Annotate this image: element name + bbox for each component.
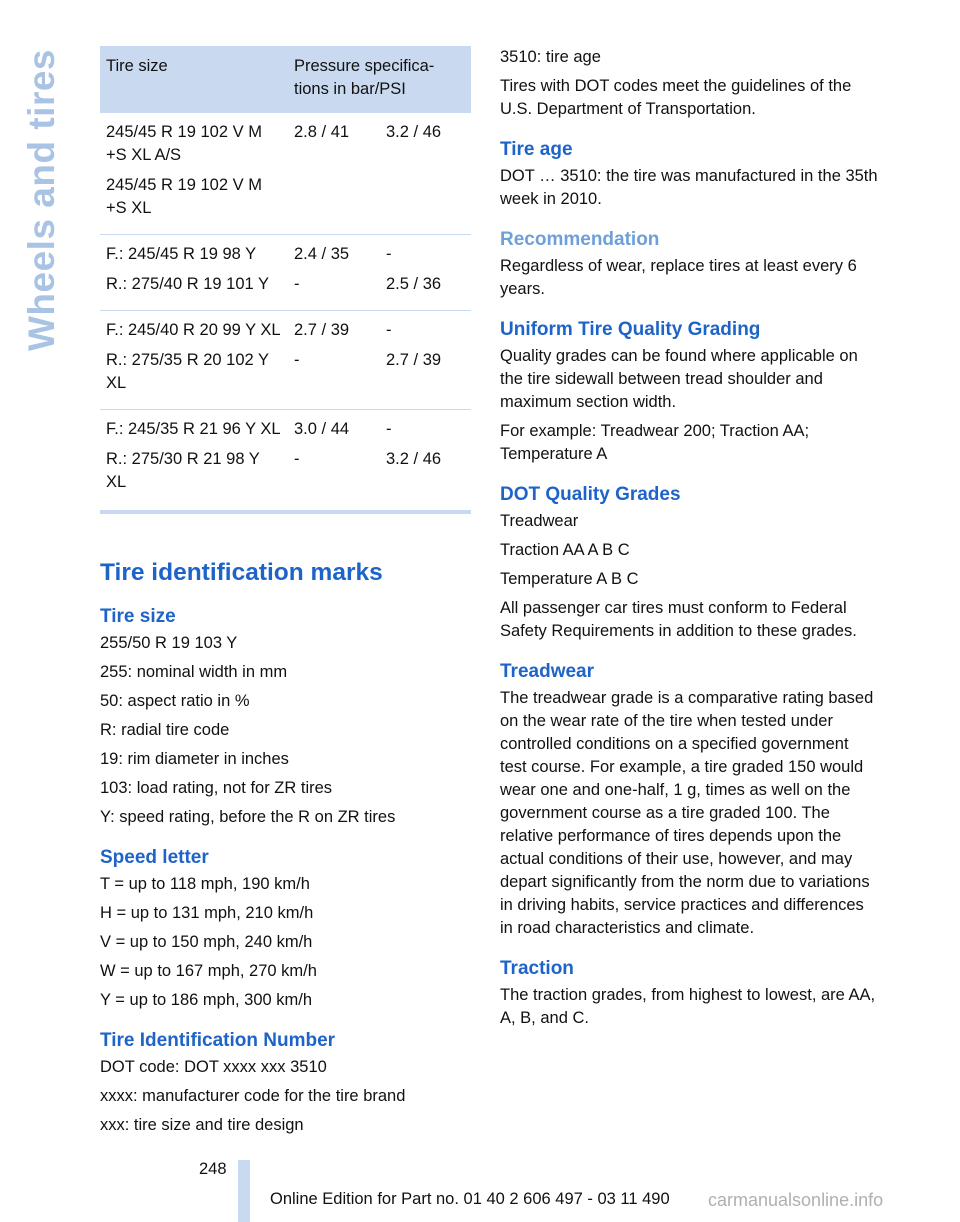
traction-section	[500, 956, 878, 1030]
subsection-heading: Traction	[500, 958, 574, 979]
body-text: Tires with DOT codes meet the guidelines of the U.S. Department of Transportation.	[500, 77, 852, 118]
table-header-row	[100, 46, 471, 113]
subsection-heading: Speed letter	[100, 847, 209, 868]
tire-size-line: R.: 275/30 R 21 98 Y XL	[106, 450, 260, 491]
body-text: T = up to 118 mph, 190 km/h	[100, 875, 310, 893]
rear-pressure-cell	[380, 410, 471, 513]
body-text: 3510: tire age	[500, 48, 601, 66]
pressure-value: 2.8 / 41	[294, 123, 350, 141]
body-text: xxx: tire size and tire design	[100, 1116, 304, 1134]
body-text: R: radial tire code	[100, 721, 230, 739]
body-text: V = up to 150 mph, 240 km/h	[100, 933, 313, 951]
pressure-value: 2.4 / 35	[294, 245, 350, 263]
front-pressure-cell	[288, 113, 380, 235]
tire-size-cell	[100, 113, 288, 235]
left-column	[100, 46, 471, 1143]
subsection-heading: DOT Quality Grades	[500, 484, 681, 505]
header-tire-size: Tire size	[100, 46, 288, 113]
body-text: Regardless of wear, replace tires at least every 6 years.	[500, 257, 857, 298]
tire-size-line: F.: 245/35 R 21 96 Y XL	[106, 420, 281, 438]
tire-size-cell	[100, 311, 288, 410]
table-row	[100, 311, 471, 410]
pressure-value: 2.7 / 39	[294, 321, 350, 339]
body-text: Treadwear	[500, 512, 579, 530]
tire-size-section	[100, 604, 471, 829]
front-pressure-cell	[288, 235, 380, 311]
subsection-heading: Recommendation	[500, 229, 660, 250]
tire-size-line: 245/45 R 19 102 V M +S XL A/S	[106, 123, 262, 164]
body-text: DOT … 3510: the tire was manufactured in the 35th week in 2010.	[500, 167, 878, 208]
body-text: The traction grades, from highest to lowest, are AA, A, B, and C.	[500, 986, 876, 1027]
tin-section	[100, 1028, 471, 1137]
body-text: For example: Treadwear 200; Traction AA; Temperature A	[500, 422, 810, 463]
body-text: Quality grades can be found where applicable on the tire sidewall between tread shoulder and maximum section width.	[500, 347, 858, 411]
treadwear-section	[500, 659, 878, 940]
front-pressure-cell	[288, 311, 380, 410]
body-text: The treadwear grade is a comparative rating based on the wear rate of the tire when tested under controlled conditions on a specified government test course. For example, a tire graded 150 would wear one and one-half, 1 g, times as well on the government course as a tire graded 100. The relative performance of tires depends upon the actual conditions of their use, however, and may depart significantly from the norm due to variations in driving habits, service practices and differences in road characteristics and climate.	[500, 689, 874, 937]
utqg-section	[500, 317, 878, 466]
rear-pressure-cell	[380, 113, 471, 235]
body-text: 50: aspect ratio in %	[100, 692, 250, 710]
rear-pressure-cell	[380, 311, 471, 410]
tire-size-line: R.: 275/40 R 19 101 Y	[106, 275, 269, 293]
body-text: 255/50 R 19 103 Y	[100, 634, 238, 652]
footer-divider	[238, 1160, 250, 1222]
intro-section	[500, 46, 878, 121]
page-number: 248	[199, 1160, 227, 1178]
subsection-heading: Tire age	[500, 139, 573, 160]
pressure-value: 3.0 / 44	[294, 420, 350, 438]
pressure-value: 2.7 / 39	[386, 351, 442, 369]
speed-letter-section	[100, 845, 471, 1012]
body-text: Temperature A B C	[500, 570, 639, 588]
tire-size-line: R.: 275/35 R 20 102 Y XL	[106, 351, 269, 392]
pressure-value: -	[386, 321, 392, 339]
header-pressure: Pressure specifica- tions in bar/PSI	[288, 46, 471, 113]
pressure-value: 3.2 / 46	[386, 123, 442, 141]
body-text: W = up to 167 mph, 270 km/h	[100, 962, 317, 980]
body-text: Y: speed rating, before the R on ZR tires	[100, 808, 396, 826]
pressure-value: 2.5 / 36	[386, 275, 442, 293]
body-text: 255: nominal width in mm	[100, 663, 288, 681]
footer-edition-text: Online Edition for Part no. 01 40 2 606 497 - 03 11 490	[270, 1190, 670, 1208]
body-text: xxxx: manufacturer code for the tire brand	[100, 1087, 406, 1105]
pressure-value: -	[386, 245, 392, 263]
front-pressure-cell	[288, 410, 380, 513]
right-column	[500, 46, 878, 1036]
subsection-heading: Tire Identification Number	[100, 1030, 336, 1051]
tire-size-cell	[100, 235, 288, 311]
tire-size-line: F.: 245/45 R 19 98 Y	[106, 245, 257, 263]
pressure-value: 3.2 / 46	[386, 450, 442, 468]
subsection-heading: Uniform Tire Quality Grading	[500, 319, 761, 340]
table-row	[100, 235, 471, 311]
pressure-value: -	[386, 420, 392, 438]
tire-pressure-table	[100, 46, 471, 514]
body-text: 19: rim diameter in inches	[100, 750, 289, 768]
table-row	[100, 410, 471, 513]
body-text: 103: load rating, not for ZR tires	[100, 779, 333, 797]
chapter-title-text: Wheels and tires	[21, 48, 62, 352]
body-text: Traction AA A B C	[500, 541, 630, 559]
pressure-value: -	[294, 351, 300, 369]
body-text: Y = up to 186 mph, 300 km/h	[100, 991, 313, 1009]
watermark: carmanualsonline.info	[708, 1190, 884, 1210]
section-heading: Tire identification marks	[100, 559, 383, 586]
body-text: DOT code: DOT xxxx xxx 3510	[100, 1058, 327, 1076]
pressure-value: -	[294, 450, 300, 468]
rear-pressure-cell	[380, 235, 471, 311]
tire-size-line: 245/45 R 19 102 V M +S XL	[106, 176, 262, 217]
table-row	[100, 113, 471, 235]
subsection-heading: Treadwear	[500, 661, 594, 682]
chapter-side-title	[21, 40, 62, 360]
body-text: All passenger car tires must conform to Federal Safety Requirements in addition to these grades.	[500, 599, 857, 640]
pressure-value: -	[294, 275, 300, 293]
tire-size-cell	[100, 410, 288, 513]
subsection-heading: Tire size	[100, 606, 176, 627]
dot-grades-section	[500, 482, 878, 643]
body-text: H = up to 131 mph, 210 km/h	[100, 904, 314, 922]
recommendation-section	[500, 227, 878, 301]
tire-age-section	[500, 137, 878, 211]
tire-size-line: F.: 245/40 R 20 99 Y XL	[106, 321, 281, 339]
